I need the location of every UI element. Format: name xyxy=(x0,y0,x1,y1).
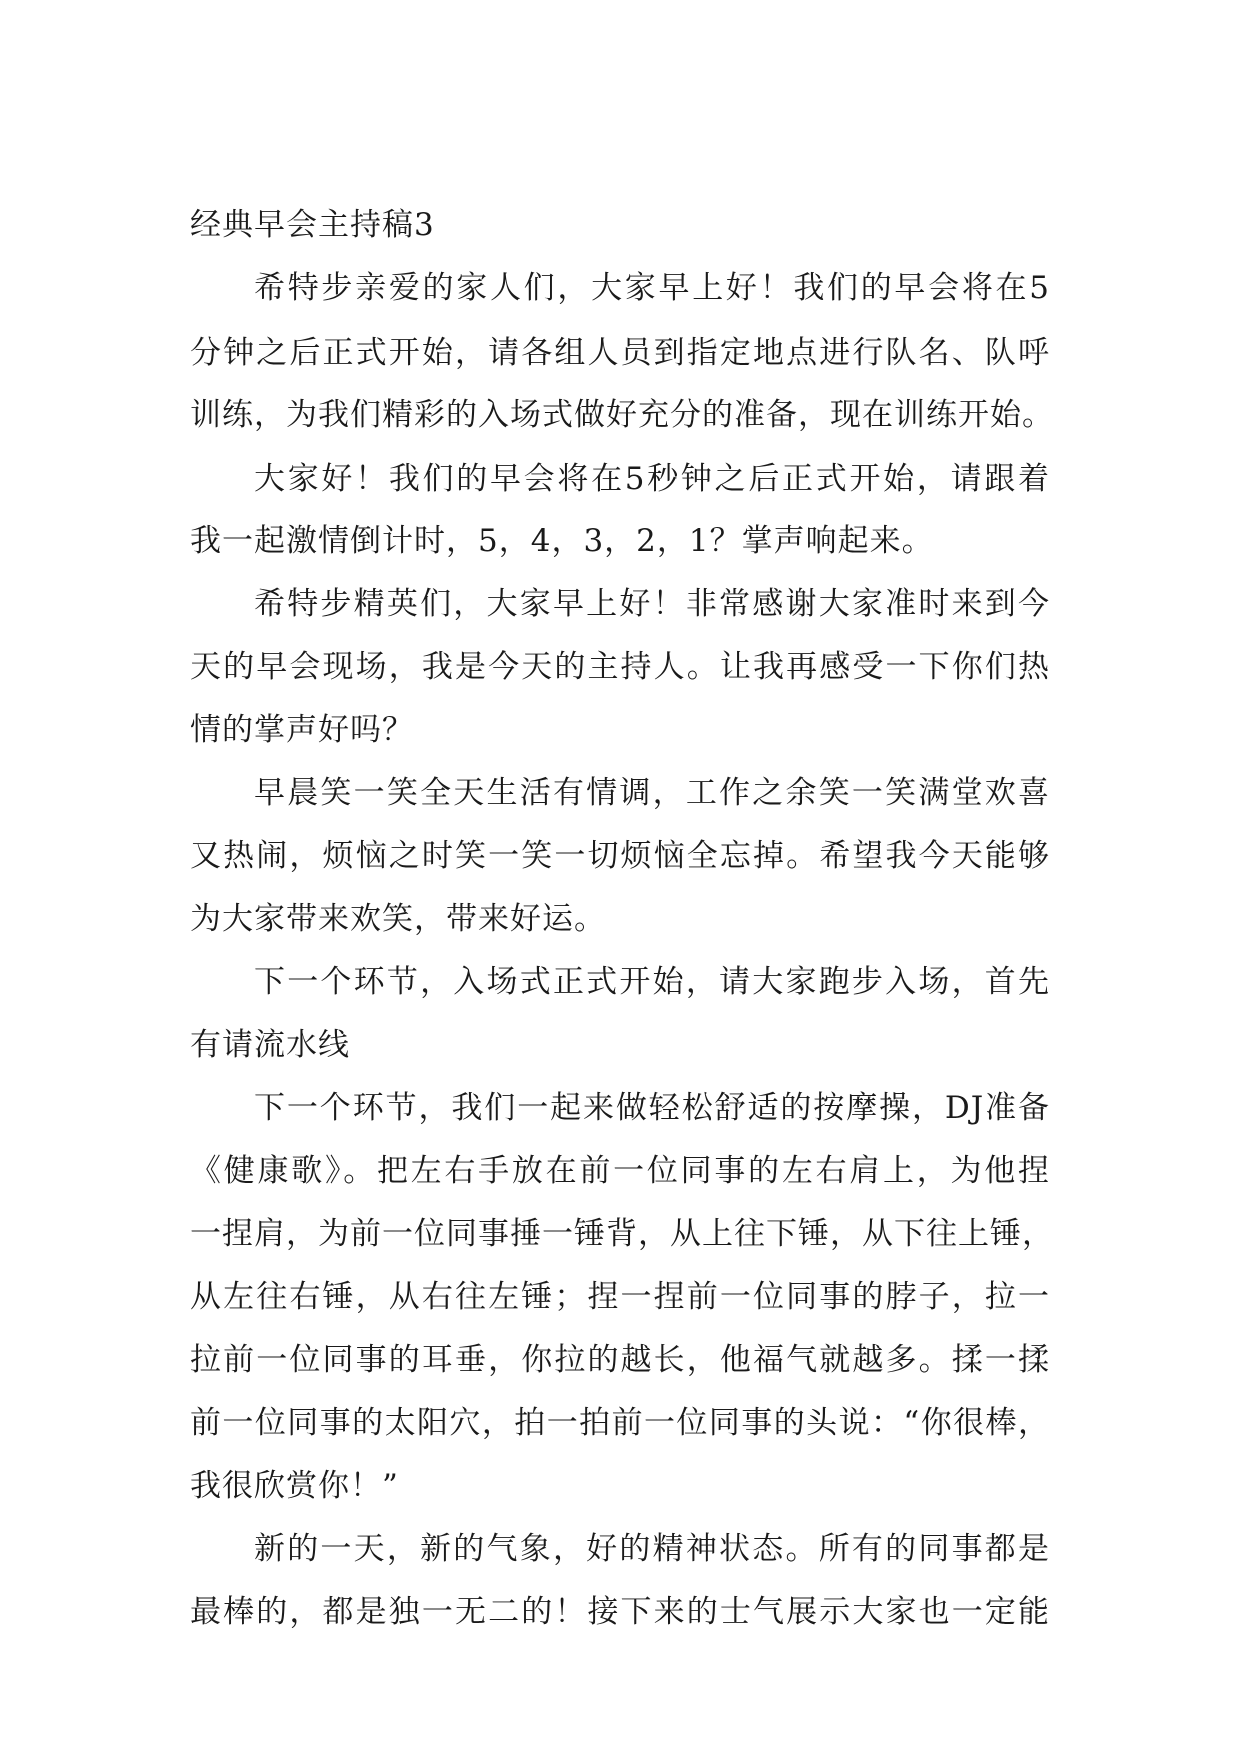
text-line: 最棒的，都是独一无二的！接下来的士气展示大家也一定能 xyxy=(190,1594,1050,1630)
text-line: 我一起激情倒计时，5，4，3，2，1？掌声响起来。 xyxy=(190,523,934,559)
text-line: 希特步亲爱的家人们，大家早上好！我们的早会将在5 xyxy=(254,270,1050,306)
text-line: 早晨笑一笑全天生活有情调，工作之余笑一笑满堂欢喜 xyxy=(254,775,1050,811)
text-line: 从左往右锤，从右往左锤；捏一捏前一位同事的脖子，拉一 xyxy=(190,1279,1050,1315)
text-line: 为大家带来欢笑，带来好运。 xyxy=(190,901,606,937)
text-line: 训练，为我们精彩的入场式做好充分的准备，现在训练开始。 xyxy=(190,397,1054,433)
text-line: 下一个环节，入场式正式开始，请大家跑步入场，首先 xyxy=(254,964,1050,1000)
text-line: 《健康歌》。把左右手放在前一位同事的左右肩上，为他捏 xyxy=(190,1153,1050,1189)
text-line: 希特步精英们，大家早上好！非常感谢大家准时来到今 xyxy=(254,586,1050,622)
text-line: 分钟之后正式开始，请各组人员到指定地点进行队名、队呼 xyxy=(190,335,1050,371)
text-line: 有请流水线 xyxy=(190,1027,350,1063)
text-line: 天的早会现场，我是今天的主持人。让我再感受一下你们热 xyxy=(190,649,1050,685)
text-line: 新的一天，新的气象，好的精神状态。所有的同事都是 xyxy=(254,1531,1050,1567)
text-line: 情的掌声好吗？ xyxy=(190,712,414,748)
text-line: 又热闹，烦恼之时笑一笑一切烦恼全忘掉。希望我今天能够 xyxy=(190,838,1050,874)
text-line: 拉前一位同事的耳垂，你拉的越长，他福气就越多。揉一揉 xyxy=(190,1342,1050,1378)
text-line: 一捏肩，为前一位同事捶一锤背，从上往下锤，从下往上锤， xyxy=(190,1216,1054,1252)
text-line: 下一个环节，我们一起来做轻松舒适的按摩操，DJ准备 xyxy=(254,1090,1050,1126)
text-line: 我很欣赏你！” xyxy=(190,1468,399,1504)
text-line: 大家好！我们的早会将在5秒钟之后正式开始，请跟着 xyxy=(254,461,1050,497)
text-line: 前一位同事的太阳穴，拍一拍前一位同事的头说：“你很棒， xyxy=(190,1405,1050,1441)
document-title: 经典早会主持稿3 xyxy=(190,207,435,243)
